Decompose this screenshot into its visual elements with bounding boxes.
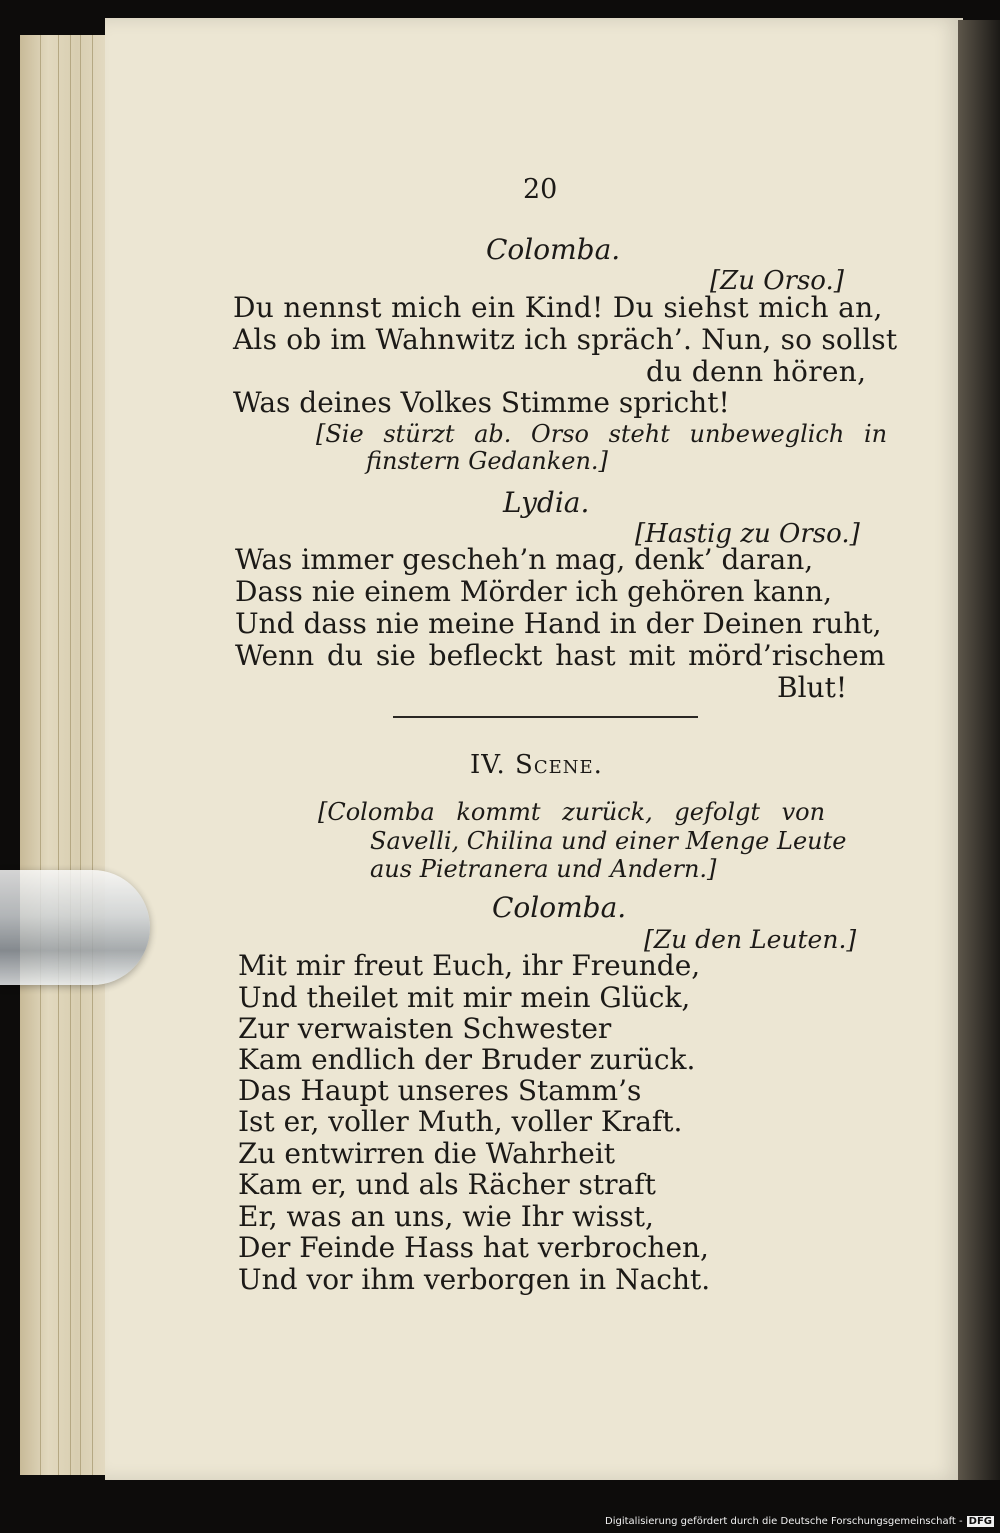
stage-direction: [Hastig zu Orso.] [635,519,860,549]
credit-text: Digitalisierung gefördert durch die Deutsche Forschungsgemeinschaft - [605,1516,963,1527]
verse-line: Was immer gescheh’n mag, denk’ daran, [235,543,814,576]
verse-line: Mit mir freut Euch, ihr Freunde, [238,949,701,982]
stage-direction: [Zu den Leuten.] [644,925,857,954]
verse-line: Was deines Volkes Stimme spricht! [233,386,730,419]
page-number: 20 [523,174,558,205]
stage-direction: [Colomba kommt zurück, gefolgt von [318,798,826,826]
verse-line: Der Feinde Hass hat verbrochen, [238,1231,709,1264]
dfg-logo: DFG [968,1516,992,1527]
verse-line: Und vor ihm verborgen in Nacht. [238,1263,711,1296]
verse-line: Ist er, voller Muth, voller Kraft. [238,1105,683,1138]
stage-direction: Savelli, Chilina und einer Menge Leute [370,827,847,855]
verse-line: Und theilet mit mir mein Glück, [238,981,691,1014]
stage-direction: [Zu Orso.] [710,266,844,296]
page-stack-edge [20,35,115,1475]
verse-line: du denn hören, [646,355,867,388]
speaker-colomba: Colomba. [486,233,621,266]
verse-line: Als ob im Wahnwitz ich spräch’. Nun, so sollst [233,323,898,356]
speaker-colomba: Colomba. [492,891,627,924]
verse-line: Zur verwaisten Schwester [238,1012,612,1045]
verse-line: Blut! [777,671,848,704]
verse-line: Zu entwirren die Wahrheit [238,1137,616,1170]
verse-line: Kam endlich der Bruder zurück. [238,1043,696,1076]
verse-line: Kam er, und als Rächer straft [238,1168,656,1201]
verse-line: Du nennst mich ein Kind! Du siehst mich an, [233,291,883,324]
stage-direction: [Sie stürzt ab. Orso steht unbeweglich in [316,420,888,448]
stage-direction: finstern Gedanken.] [366,447,608,475]
page-clip [0,870,150,985]
verse-line: Er, was an uns, wie Ihr wisst, [238,1200,654,1233]
section-divider [393,716,698,718]
verse-line: Dass nie einem Mörder ich gehören kann, [235,575,832,608]
digitization-credit [605,1516,994,1527]
scene-heading: IV. Scene. [470,750,603,780]
verse-line: Und dass nie meine Hand in der Deinen ruht, [235,607,882,640]
verse-line: Das Haupt unseres Stamm’s [238,1074,642,1107]
verse-line: Wenn du sie befleckt hast mit mörd’rischem [235,639,886,672]
speaker-lydia: Lydia. [503,486,590,519]
page-gutter-shadow [958,20,1000,1480]
stage-direction: aus Pietranera und Andern.] [370,855,717,883]
